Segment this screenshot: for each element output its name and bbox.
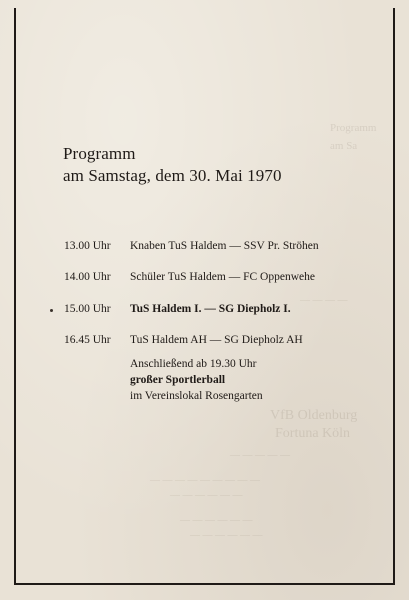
match-time: 14.00 Uhr bbox=[64, 271, 111, 283]
match-pairing: TuS Haldem AH — SG Diepholz AH bbox=[130, 334, 303, 346]
ink-mark bbox=[50, 309, 53, 312]
title-line-programm: Programm bbox=[63, 144, 136, 163]
after-event-note bbox=[130, 356, 263, 404]
schedule-row-main-match bbox=[64, 303, 394, 319]
schedule-row bbox=[64, 240, 394, 256]
show-through-text: — — — — — — — — — bbox=[150, 475, 260, 486]
match-pairing: Knaben TuS Haldem — SSV Pr. Ströhen bbox=[130, 240, 319, 252]
show-through-text: Programm bbox=[330, 122, 377, 134]
show-through-text: — — — — — — bbox=[180, 515, 253, 526]
match-pairing: Schüler TuS Haldem — FC Oppenwehe bbox=[130, 271, 315, 283]
schedule-row bbox=[64, 334, 394, 350]
match-time: 16.45 Uhr bbox=[64, 334, 111, 346]
schedule-row bbox=[64, 271, 394, 287]
show-through-text: — — — — bbox=[300, 295, 348, 306]
page-title bbox=[63, 143, 383, 187]
match-pairing: TuS Haldem I. — SG Diepholz I. bbox=[130, 303, 291, 315]
title-line-date: am Samstag, dem 30. Mai 1970 bbox=[63, 166, 282, 185]
page-border bbox=[14, 8, 395, 585]
match-time: 15.00 Uhr bbox=[64, 303, 111, 315]
show-through-text: — — — — — — bbox=[190, 530, 263, 541]
after-event-location: im Vereinslokal Rosengarten bbox=[130, 390, 263, 402]
show-through-text: Fortuna Köln bbox=[275, 426, 351, 441]
after-event-title: großer Sportlerball bbox=[130, 374, 226, 386]
show-through-text: VfB Oldenburg bbox=[270, 408, 358, 423]
schedule-list bbox=[64, 240, 394, 402]
after-event-time: Anschließend ab 19.30 Uhr bbox=[130, 358, 257, 370]
show-through-text: — — — — — — bbox=[170, 490, 243, 501]
show-through-text: — — — — — bbox=[230, 450, 290, 461]
match-time: 13.00 Uhr bbox=[64, 240, 111, 252]
show-through-text: am Sa bbox=[330, 140, 358, 152]
